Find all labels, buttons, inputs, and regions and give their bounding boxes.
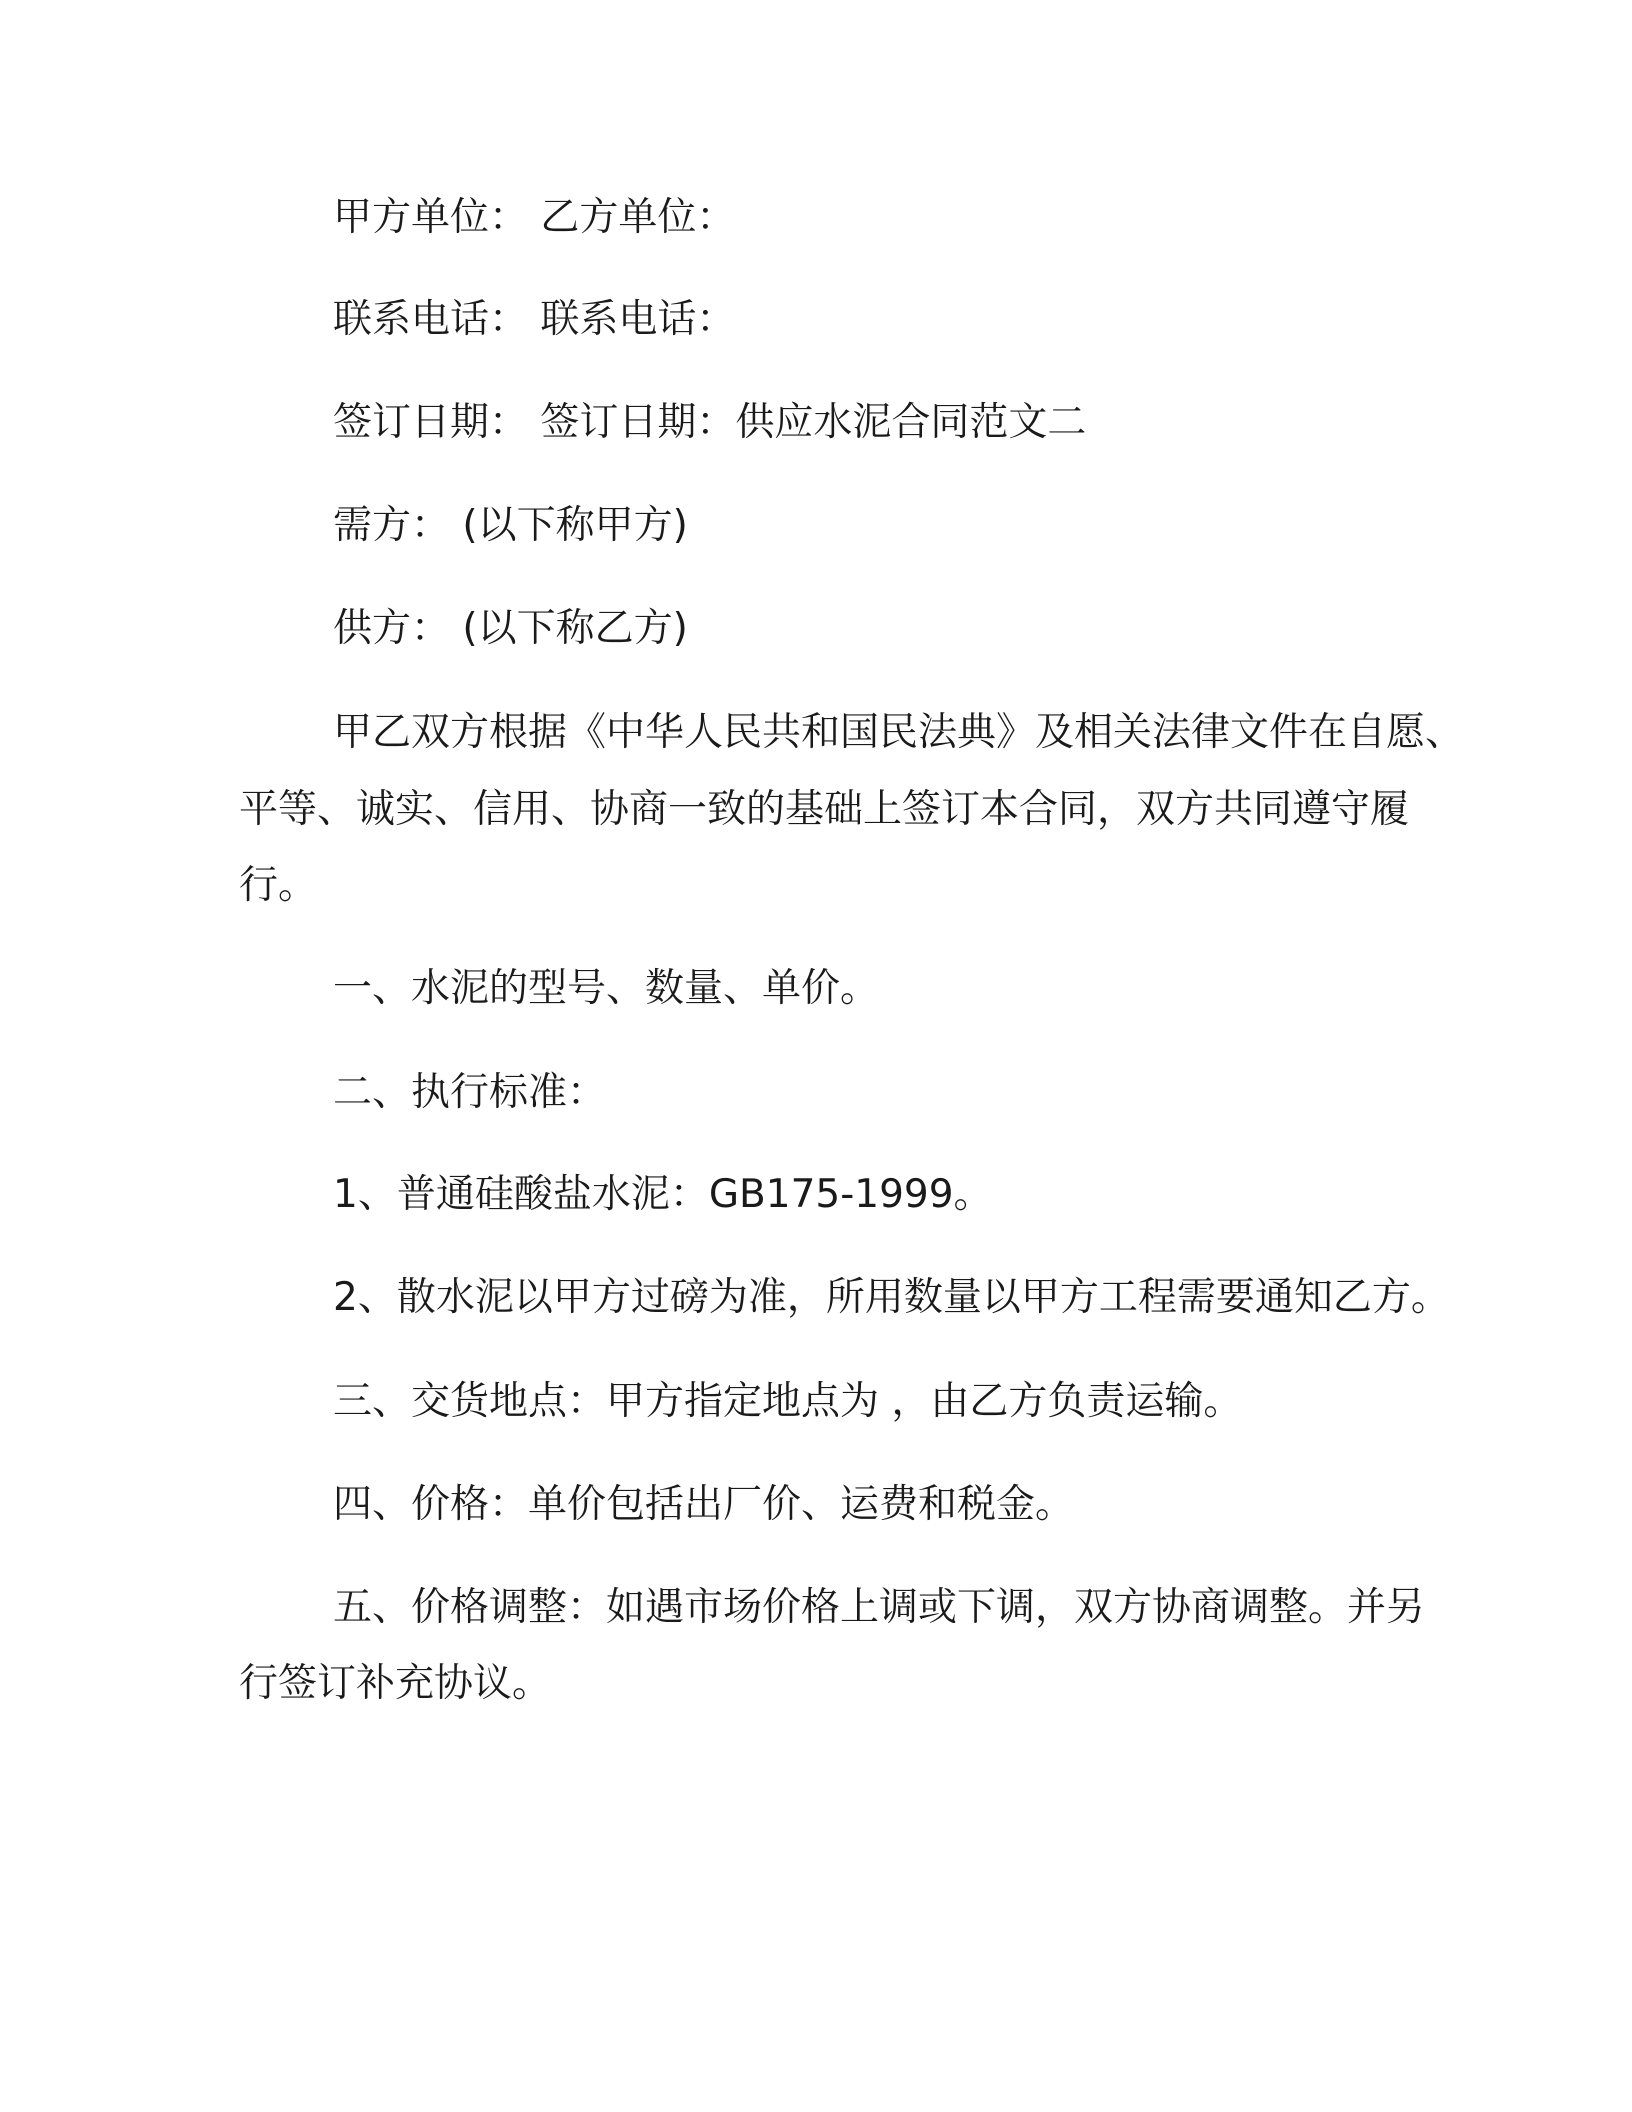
clause-2-item-1: 1、普通硅酸盐水泥：GB175-1999。 [333, 1172, 993, 1217]
intro-line-3: 行。 [239, 863, 318, 908]
intro-line-2: 平等、诚实、信用、协商一致的基础上签订本合同，双方共同遵守履 [239, 787, 1410, 832]
clause-2-item-2: 2、散水泥以甲方过磅为准，所用数量以甲方工程需要通知乙方。 [333, 1275, 1450, 1320]
clause-5-line-2: 行签订补充协议。 [239, 1661, 552, 1706]
phone-line: 联系电话： 联系电话： [333, 297, 736, 342]
clause-3: 三、交货地点：甲方指定地点为 ，由乙方负责运输。 [333, 1379, 1243, 1424]
supplier-line: 供方： (以下称乙方) [333, 606, 688, 651]
party-unit-line: 甲方单位： 乙方单位： [333, 195, 736, 240]
buyer-line: 需方： (以下称甲方) [333, 503, 688, 548]
sign-date-line: 签订日期： 签订日期：供应水泥合同范文二 [333, 400, 1087, 445]
clause-1: 一、水泥的型号、数量、单价。 [333, 966, 880, 1011]
clause-5-line-1: 五、价格调整：如遇市场价格上调或下调，双方协商调整。并另 [333, 1585, 1426, 1630]
intro-line-1: 甲乙双方根据《中华人民共和国民法典》及相关法律文件在自愿、 [333, 710, 1465, 755]
clause-4: 四、价格：单价包括出厂价、运费和税金。 [333, 1482, 1075, 1527]
clause-2: 二、执行标准： [333, 1070, 607, 1115]
